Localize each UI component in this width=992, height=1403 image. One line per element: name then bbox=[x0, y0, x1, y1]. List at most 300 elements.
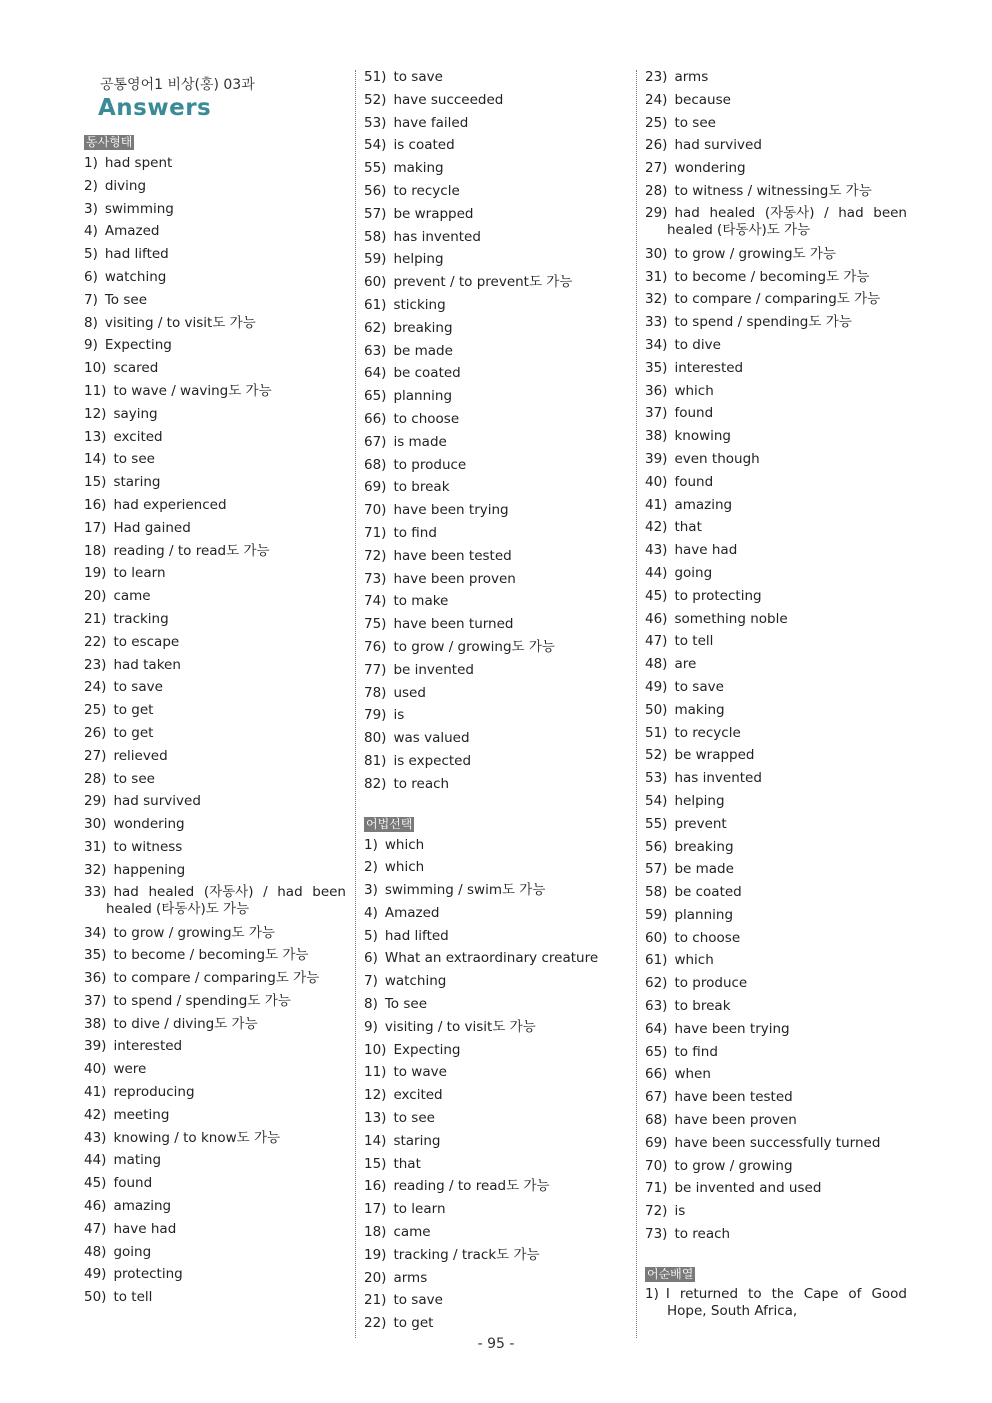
answer-number: 42) bbox=[645, 519, 668, 536]
answer-item bbox=[364, 454, 626, 477]
answer-item bbox=[364, 925, 626, 948]
answer-number: 23) bbox=[84, 656, 107, 673]
answer-text: be coated bbox=[674, 884, 742, 901]
answer-text: to compare / comparing도 가능 bbox=[113, 970, 320, 987]
answer-number: 17) bbox=[84, 519, 107, 536]
answer-item bbox=[84, 1127, 346, 1150]
answer-number: 14) bbox=[84, 451, 107, 468]
answer-item bbox=[364, 947, 626, 970]
answer-text: reproducing bbox=[113, 1084, 195, 1101]
answer-text: interested bbox=[113, 1038, 183, 1055]
answer-number: 36) bbox=[645, 382, 668, 399]
answer-item bbox=[645, 334, 907, 357]
column-3 bbox=[645, 66, 907, 1324]
answer-text: Had gained bbox=[113, 519, 191, 536]
answer-item bbox=[84, 1149, 346, 1172]
section-title: 동사형태 bbox=[86, 135, 133, 149]
answer-text: is expected bbox=[393, 752, 472, 769]
answer-number: 37) bbox=[645, 405, 668, 422]
answer-item bbox=[645, 357, 907, 380]
answer-item bbox=[364, 408, 626, 431]
answer-number: 27) bbox=[84, 747, 107, 764]
answer-item bbox=[645, 134, 907, 157]
answer-text: planning bbox=[393, 388, 453, 405]
answer-text: Expecting bbox=[393, 1041, 461, 1058]
answer-item bbox=[645, 949, 907, 972]
answer-item bbox=[645, 630, 907, 653]
answer-item bbox=[364, 1130, 626, 1153]
answer-item bbox=[645, 516, 907, 539]
answer-number: 56) bbox=[364, 182, 387, 199]
answer-text: arms bbox=[674, 69, 709, 85]
answer-text: saying bbox=[113, 405, 158, 422]
answer-item bbox=[84, 654, 346, 677]
answer-text: Expecting bbox=[104, 337, 172, 354]
section-title: 어순배열 bbox=[647, 1266, 694, 1281]
answer-item bbox=[364, 1198, 626, 1221]
answer-number: 56) bbox=[645, 838, 668, 855]
answer-text: excited bbox=[393, 1087, 443, 1104]
answer-number: 2) bbox=[84, 177, 98, 194]
answer-item bbox=[645, 471, 907, 494]
answer-text: What an extraordinary creature bbox=[384, 950, 599, 967]
answer-number: 50) bbox=[84, 1289, 107, 1306]
answer-item bbox=[364, 1084, 626, 1107]
answer-number: 4) bbox=[84, 223, 98, 240]
answer-number: 60) bbox=[364, 274, 387, 291]
answer-number: 12) bbox=[364, 1087, 387, 1104]
answer-text: planning bbox=[674, 906, 734, 923]
answer-number: 9) bbox=[364, 1018, 378, 1035]
answer-text: found bbox=[113, 1175, 153, 1192]
answer-text: to break bbox=[674, 998, 731, 1015]
answer-item bbox=[364, 704, 626, 727]
answer-text: are bbox=[674, 656, 697, 673]
answer-text: amazing bbox=[113, 1198, 172, 1215]
answer-item bbox=[364, 682, 626, 705]
answer-number: 46) bbox=[84, 1198, 107, 1215]
grammar-choice-section bbox=[364, 816, 626, 1336]
answer-item bbox=[364, 1016, 626, 1039]
answer-item bbox=[645, 858, 907, 881]
answer-item bbox=[645, 562, 907, 585]
answer-item bbox=[364, 89, 626, 112]
answer-text: to protecting bbox=[674, 587, 762, 604]
answer-number: 16) bbox=[84, 496, 107, 513]
answer-text: to produce bbox=[393, 456, 467, 473]
answer-number: 82) bbox=[364, 775, 387, 792]
answer-item bbox=[84, 1241, 346, 1264]
answer-text: had survived bbox=[113, 793, 201, 810]
answer-item bbox=[645, 881, 907, 904]
answer-number: 39) bbox=[84, 1038, 107, 1055]
answer-text: have failed bbox=[393, 114, 469, 131]
answer-text: to wave bbox=[393, 1064, 447, 1081]
answer-number: 29) bbox=[84, 793, 107, 810]
answer-item bbox=[645, 1109, 907, 1132]
answer-item bbox=[364, 1153, 626, 1176]
answer-item bbox=[645, 448, 907, 471]
answer-text: scared bbox=[113, 360, 159, 377]
answer-text: had survived bbox=[674, 137, 762, 154]
answer-item bbox=[84, 517, 346, 540]
answer-number: 6) bbox=[84, 268, 98, 285]
answer-text: interested bbox=[674, 359, 744, 376]
answer-item bbox=[364, 834, 626, 857]
answer-number: 53) bbox=[645, 770, 668, 787]
answer-number: 21) bbox=[84, 610, 107, 627]
answer-number: 49) bbox=[645, 678, 668, 695]
answer-text: watching bbox=[384, 973, 447, 990]
answer-number: 34) bbox=[645, 336, 668, 353]
answer-text: is bbox=[674, 1203, 686, 1220]
answer-item bbox=[364, 727, 626, 750]
answer-item bbox=[645, 1018, 907, 1041]
answer-text: is made bbox=[393, 433, 447, 450]
answer-item bbox=[364, 856, 626, 879]
answer-item bbox=[364, 879, 626, 902]
answer-item bbox=[364, 1221, 626, 1244]
answer-item bbox=[364, 750, 626, 773]
answer-number: 11) bbox=[84, 382, 107, 399]
answer-number: 79) bbox=[364, 707, 387, 724]
answer-text: have been trying bbox=[674, 1020, 790, 1037]
answer-item bbox=[84, 1013, 346, 1036]
answer-item bbox=[364, 362, 626, 385]
answer-text: be invented bbox=[393, 661, 474, 678]
answer-number: 60) bbox=[645, 929, 668, 946]
answer-item bbox=[645, 676, 907, 699]
answer-text: which bbox=[674, 952, 714, 969]
answer-text: I returned to the Cape of Good Hope, South Africa, bbox=[665, 1285, 907, 1320]
answer-item bbox=[645, 494, 907, 517]
answer-text: have been successfully turned bbox=[674, 1134, 881, 1151]
page-title: Answers bbox=[98, 95, 212, 121]
answer-text: making bbox=[674, 701, 725, 718]
answer-text: staring bbox=[113, 474, 161, 491]
answer-item bbox=[364, 993, 626, 1016]
answer-text: making bbox=[393, 160, 444, 177]
answer-number: 64) bbox=[645, 1020, 668, 1037]
answer-number: 58) bbox=[364, 228, 387, 245]
answer-item bbox=[84, 1081, 346, 1104]
answer-number: 76) bbox=[364, 638, 387, 655]
answer-number: 66) bbox=[364, 410, 387, 427]
column-divider bbox=[636, 70, 637, 1338]
answer-number: 45) bbox=[645, 587, 668, 604]
answer-text: arms bbox=[393, 1269, 428, 1286]
answer-number: 33) bbox=[84, 883, 107, 900]
answer-text: Amazed bbox=[104, 223, 160, 240]
answer-number: 74) bbox=[364, 593, 387, 610]
answer-text: were bbox=[113, 1061, 147, 1078]
answer-text: had experienced bbox=[113, 496, 227, 513]
answer-text: to grow / growing도 가능 bbox=[674, 245, 836, 262]
answer-text: to get bbox=[113, 724, 154, 741]
answer-number: 22) bbox=[364, 1315, 387, 1332]
answer-text: to get bbox=[393, 1315, 434, 1332]
answer-item bbox=[645, 1086, 907, 1109]
answer-text: to choose bbox=[674, 929, 741, 946]
answer-item bbox=[645, 1041, 907, 1064]
answer-text: which bbox=[384, 836, 425, 853]
answer-text: to see bbox=[674, 114, 716, 131]
answer-number: 46) bbox=[645, 610, 668, 627]
answer-number: 19) bbox=[84, 565, 107, 582]
section-title: 어법선택 bbox=[366, 816, 413, 831]
answer-item bbox=[645, 402, 907, 425]
answer-text: to wave / waving도 가능 bbox=[113, 382, 272, 399]
answer-item bbox=[84, 562, 346, 585]
answer-item bbox=[645, 205, 907, 240]
answer-item bbox=[84, 1104, 346, 1127]
answer-number: 52) bbox=[645, 747, 668, 764]
answer-item bbox=[645, 699, 907, 722]
answer-item bbox=[645, 904, 907, 927]
answer-item bbox=[364, 1267, 626, 1290]
answer-text: breaking bbox=[393, 319, 453, 336]
answer-text: when bbox=[674, 1066, 711, 1083]
answer-text: wondering bbox=[674, 160, 746, 177]
answer-text: to become / becoming도 가능 bbox=[113, 947, 309, 964]
answer-number: 24) bbox=[84, 679, 107, 696]
answer-number: 8) bbox=[364, 996, 378, 1013]
answer-text: diving bbox=[104, 177, 147, 194]
answer-text: has invented bbox=[393, 228, 481, 245]
answer-number: 6) bbox=[364, 950, 378, 967]
page-subtitle: 공통영어1 비상(홍) 03과 bbox=[100, 77, 255, 93]
answer-text: which bbox=[384, 859, 425, 876]
answer-text: to spend / spending도 가능 bbox=[674, 314, 852, 331]
answer-item bbox=[364, 1312, 626, 1335]
answer-number: 68) bbox=[645, 1112, 668, 1129]
answer-item bbox=[84, 334, 346, 357]
answer-item bbox=[645, 1155, 907, 1178]
answer-item bbox=[84, 1058, 346, 1081]
answer-item bbox=[645, 1286, 907, 1321]
answer-text: to choose bbox=[393, 410, 460, 427]
answer-item bbox=[364, 613, 626, 636]
answer-text: have been trying bbox=[393, 502, 509, 519]
answer-text: relieved bbox=[113, 747, 168, 764]
answer-text: is coated bbox=[393, 137, 455, 154]
answer-number: 7) bbox=[84, 291, 98, 308]
answer-number: 11) bbox=[364, 1064, 387, 1081]
answer-number: 54) bbox=[645, 792, 668, 809]
answer-item bbox=[364, 180, 626, 203]
column-1 bbox=[84, 66, 346, 1309]
answer-number: 34) bbox=[84, 924, 107, 941]
answer-item bbox=[364, 545, 626, 568]
answer-item bbox=[645, 66, 907, 89]
answer-number: 33) bbox=[645, 314, 668, 331]
answer-number: 35) bbox=[84, 947, 107, 964]
answer-number: 28) bbox=[84, 770, 107, 787]
answer-text: to become / becoming도 가능 bbox=[674, 268, 870, 285]
answer-text: had healed (자동사) / had been healed (타동사)도 가능 bbox=[106, 883, 346, 917]
answer-text: mating bbox=[113, 1152, 162, 1169]
answer-text: that bbox=[393, 1155, 421, 1172]
answer-number: 14) bbox=[364, 1132, 387, 1149]
answer-number: 67) bbox=[645, 1089, 668, 1106]
answer-item bbox=[645, 813, 907, 836]
answer-number: 13) bbox=[84, 428, 107, 445]
answer-text: going bbox=[113, 1243, 152, 1260]
answer-number: 26) bbox=[84, 724, 107, 741]
answer-text: to compare / comparing도 가능 bbox=[674, 291, 881, 308]
answer-text: helping bbox=[674, 792, 725, 809]
answer-number: 72) bbox=[364, 547, 387, 564]
answer-text: to see bbox=[113, 451, 155, 468]
answer-text: was valued bbox=[393, 730, 470, 747]
answer-number: 40) bbox=[645, 473, 668, 490]
answer-number: 24) bbox=[645, 91, 668, 108]
answer-item bbox=[84, 608, 346, 631]
answer-item bbox=[645, 972, 907, 995]
answer-item bbox=[84, 676, 346, 699]
answer-item bbox=[645, 266, 907, 289]
answer-item bbox=[84, 426, 346, 449]
answer-item bbox=[84, 722, 346, 745]
answer-number: 61) bbox=[364, 296, 387, 313]
answer-number: 41) bbox=[645, 496, 668, 513]
answer-item bbox=[645, 1223, 907, 1246]
answer-item bbox=[645, 790, 907, 813]
answer-item bbox=[364, 476, 626, 499]
answer-number: 2) bbox=[364, 859, 378, 876]
answer-text: amazing bbox=[674, 496, 733, 513]
answer-text: swimming bbox=[104, 200, 174, 217]
answer-number: 59) bbox=[645, 906, 668, 923]
answer-number: 28) bbox=[645, 182, 668, 199]
answer-item bbox=[84, 175, 346, 198]
answer-number: 20) bbox=[364, 1269, 387, 1286]
answer-number: 15) bbox=[364, 1155, 387, 1172]
answer-text: to save bbox=[674, 678, 724, 695]
answer-item bbox=[364, 112, 626, 135]
answer-number: 71) bbox=[645, 1180, 668, 1197]
answer-text: breaking bbox=[674, 838, 734, 855]
answer-item bbox=[84, 1263, 346, 1286]
answer-text: knowing bbox=[674, 428, 732, 445]
answer-text: to grow / growing bbox=[674, 1157, 793, 1174]
answer-number: 77) bbox=[364, 661, 387, 678]
answer-item bbox=[364, 568, 626, 591]
answer-number: 69) bbox=[364, 479, 387, 496]
answer-item bbox=[364, 66, 626, 89]
answer-number: 1) bbox=[364, 836, 378, 853]
answer-number: 45) bbox=[84, 1175, 107, 1192]
answer-text: something noble bbox=[674, 610, 788, 627]
answer-item bbox=[364, 385, 626, 408]
answer-text: have had bbox=[674, 542, 738, 559]
answer-number: 81) bbox=[364, 752, 387, 769]
answer-number: 12) bbox=[84, 405, 107, 422]
answer-text: because bbox=[674, 91, 731, 108]
answer-number: 18) bbox=[84, 542, 107, 559]
answer-item bbox=[645, 1177, 907, 1200]
answer-item bbox=[364, 970, 626, 993]
answer-item bbox=[84, 1195, 346, 1218]
answer-text: to see bbox=[113, 770, 155, 787]
answer-number: 65) bbox=[364, 388, 387, 405]
answer-item bbox=[645, 89, 907, 112]
answer-number: 22) bbox=[84, 633, 107, 650]
answer-number: 51) bbox=[364, 69, 387, 85]
answer-number: 70) bbox=[364, 502, 387, 519]
answer-item bbox=[364, 1289, 626, 1312]
answer-item bbox=[645, 539, 907, 562]
answer-item bbox=[364, 226, 626, 249]
answer-item bbox=[84, 836, 346, 859]
answer-item bbox=[645, 243, 907, 266]
answer-text: to make bbox=[393, 593, 449, 610]
answer-item bbox=[84, 631, 346, 654]
answer-text: have been proven bbox=[393, 570, 516, 587]
answer-number: 16) bbox=[364, 1178, 387, 1195]
answer-text: helping bbox=[393, 251, 444, 268]
answer-number: 55) bbox=[645, 815, 668, 832]
answer-item bbox=[84, 312, 346, 335]
answer-item bbox=[645, 425, 907, 448]
answer-item bbox=[364, 431, 626, 454]
answer-item bbox=[84, 448, 346, 471]
answer-item bbox=[364, 1107, 626, 1130]
answer-text: to find bbox=[393, 524, 437, 541]
answer-item bbox=[645, 1063, 907, 1086]
answer-text: have had bbox=[113, 1220, 177, 1237]
answer-text: happening bbox=[113, 861, 186, 878]
answer-item bbox=[364, 902, 626, 925]
answer-number: 4) bbox=[364, 904, 378, 921]
answer-number: 10) bbox=[364, 1041, 387, 1058]
answer-number: 42) bbox=[84, 1106, 107, 1123]
answer-text: have been tested bbox=[393, 547, 512, 564]
answer-text: going bbox=[674, 564, 713, 581]
answer-number: 48) bbox=[84, 1243, 107, 1260]
answer-number: 43) bbox=[84, 1129, 107, 1146]
answer-text: to find bbox=[674, 1043, 718, 1060]
answer-number: 57) bbox=[645, 861, 668, 878]
answer-number: 13) bbox=[364, 1110, 387, 1127]
answer-number: 35) bbox=[645, 359, 668, 376]
answer-item bbox=[645, 836, 907, 859]
answer-number: 40) bbox=[84, 1061, 107, 1078]
answer-text: had lifted bbox=[384, 927, 449, 944]
answer-item bbox=[364, 1039, 626, 1062]
answer-text: Amazed bbox=[384, 904, 440, 921]
answer-item bbox=[364, 203, 626, 226]
answer-text: To see bbox=[384, 996, 428, 1013]
answer-text: be coated bbox=[393, 365, 461, 382]
answer-item bbox=[84, 152, 346, 175]
answer-number: 17) bbox=[364, 1201, 387, 1218]
answer-item bbox=[84, 380, 346, 403]
answer-item bbox=[84, 813, 346, 836]
answer-number: 70) bbox=[645, 1157, 668, 1174]
answer-number: 41) bbox=[84, 1084, 107, 1101]
answer-text: reading / to read도 가능 bbox=[113, 542, 270, 559]
answer-text: to reach bbox=[393, 775, 450, 792]
answer-number: 36) bbox=[84, 970, 107, 987]
answer-text: to dive / diving도 가능 bbox=[113, 1015, 258, 1032]
answer-text: which bbox=[674, 382, 714, 399]
answer-item bbox=[645, 1200, 907, 1223]
answer-item bbox=[84, 1035, 346, 1058]
answer-item bbox=[645, 157, 907, 180]
answer-number: 44) bbox=[84, 1152, 107, 1169]
answer-number: 7) bbox=[364, 973, 378, 990]
